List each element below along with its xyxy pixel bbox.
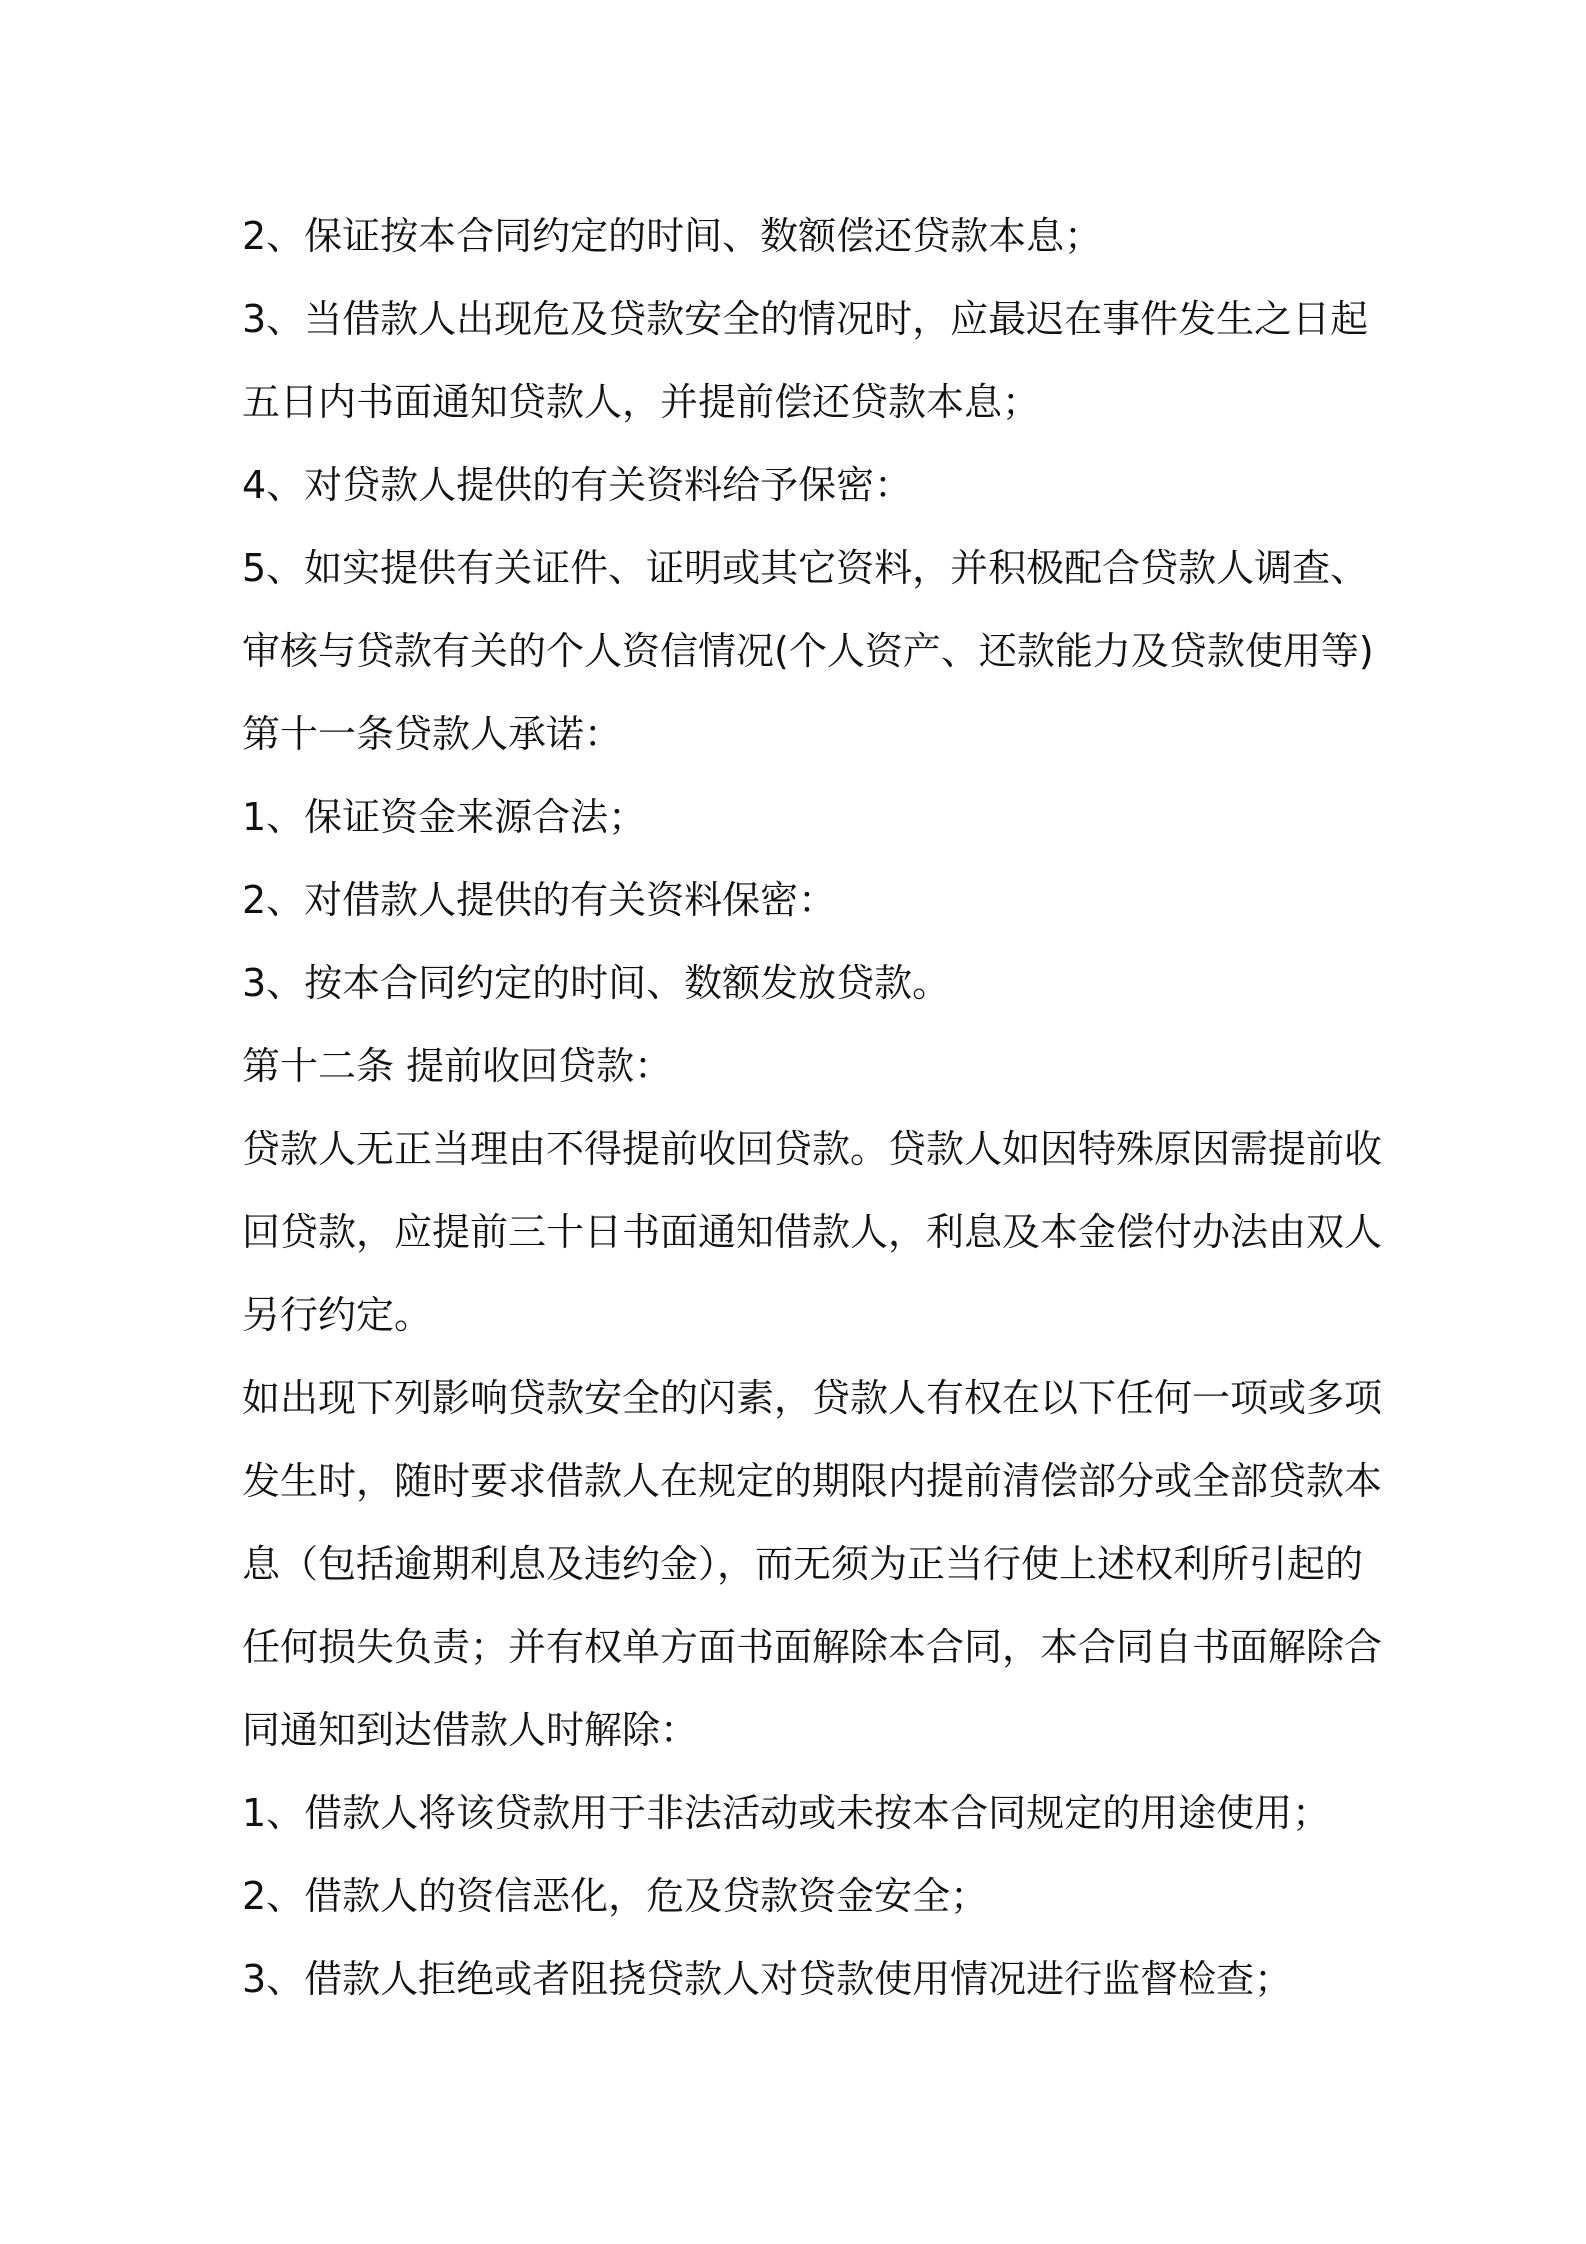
text-line: 5、如实提供有关证件、证明或其它资料，并积极配合贷款人调查、	[242, 546, 1369, 590]
text-line: 3、当借款人出现危及贷款安全的情况时，应最迟在事件发生之日起	[242, 297, 1369, 341]
text-line: 2、保证按本合同约定的时间、数额偿还贷款本息；	[242, 214, 1103, 258]
text-line: 息（包括逾期利息及违约金），而无须为正当行使上述权利所引起的	[242, 1542, 1364, 1586]
text-line: 五日内书面通知贷款人，并提前偿还贷款本息；	[242, 380, 1041, 424]
text-line: 2、借款人的资信恶化，危及贷款资金安全；	[242, 1874, 989, 1918]
text-line: 同通知到达借款人时解除：	[242, 1708, 699, 1752]
text-line: 回贷款，应提前三十日书面通知借款人，利息及本金偿付办法由双人	[242, 1210, 1383, 1254]
text-line: 任何损失负责；并有权单方面书面解除本合同，本合同自书面解除合	[242, 1625, 1383, 1669]
section-heading: 第十一条贷款人承诺：	[242, 712, 623, 756]
document-body	[242, 195, 1383, 2021]
text-line: 1、借款人将该贷款用于非法活动或未按本合同规定的用途使用；	[242, 1791, 1331, 1835]
section-heading: 第十二条 提前收回贷款：	[242, 1044, 673, 1088]
text-line: 3、按本合同约定的时间、数额发放贷款。	[242, 961, 951, 1005]
text-line: 贷款人无正当理由不得提前收回贷款。贷款人如因特殊原因需提前收	[242, 1127, 1383, 1171]
text-line: 2、对借款人提供的有关资料保密：	[242, 878, 837, 922]
text-line: 1、保证资金来源合法；	[242, 795, 647, 839]
text-line: 发生时，随时要求借款人在规定的期限内提前清偿部分或全部贷款本	[242, 1459, 1383, 1503]
text-line: 如出现下列影响贷款安全的闪素，贷款人有权在以下任何一项或多项	[242, 1376, 1383, 1420]
text-line: 3、借款人拒绝或者阻挠贷款人对贷款使用情况进行监督检查；	[242, 1957, 1293, 2001]
text-line: 另行约定。	[242, 1293, 433, 1337]
text-line: 4、对贷款人提供的有关资料给予保密：	[242, 463, 913, 507]
text-line: 审核与贷款有关的个人资信情况(个人资产、还款能力及贷款使用等)	[242, 629, 1374, 673]
